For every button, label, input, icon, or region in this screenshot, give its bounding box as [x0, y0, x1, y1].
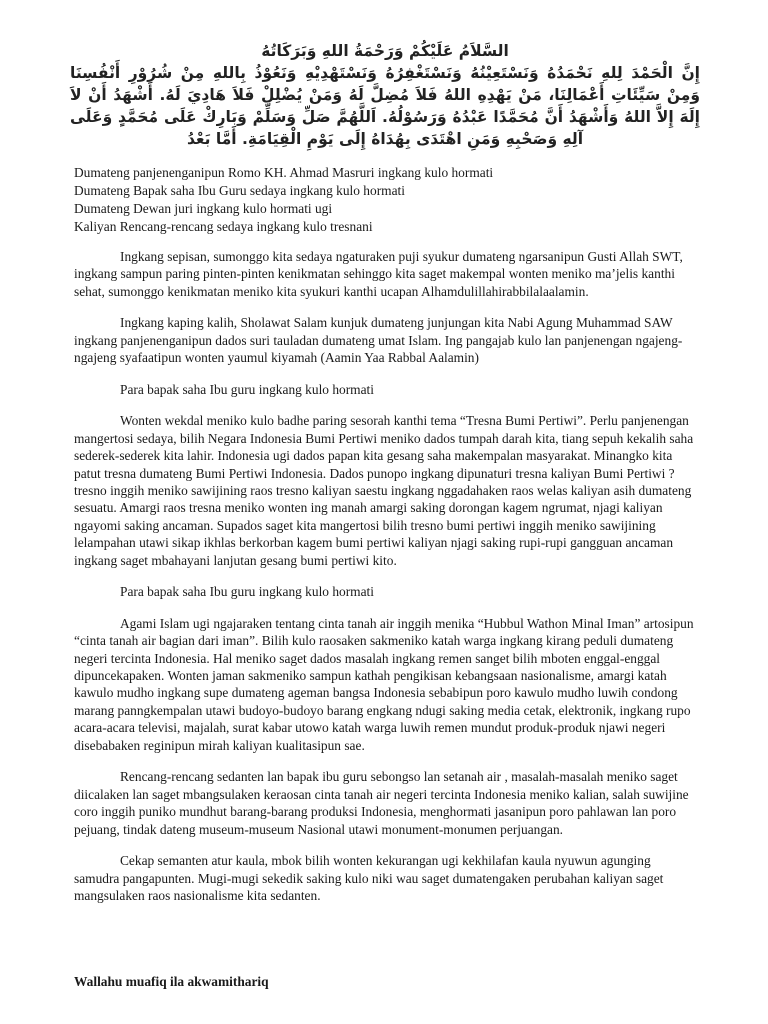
greeting-line: Dumateng Bapak saha Ibu Guru sedaya ingkang kulo hormati — [74, 183, 405, 198]
paragraph: Ingkang kaping kalih, Sholawat Salam kunjuk dumateng junjungan kita Nabi Agung Muhammad SAW ingkang panjenenganipun dados suri tauladan dumateng umat Islam. Ing pangajab kulo lan panjenengan ngajeng-ngajeng syafaatipun wonten yaumul kiyamah (Aamin Yaa Rabbal Aalamin) — [74, 315, 683, 366]
paragraph: Para bapak saha Ibu guru ingkang kulo hormati — [120, 381, 374, 397]
paragraph: Ingkang sepisan, sumonggo kita sedaya ngaturaken puji syukur dumateng ngarsanipun Gusti Allah SWT, ingkang sampun paring pinten-pinten kenikmatan sehinggo kita saget makempal wonten meniko ma’jelis kanthi sehat, sumonggo kenikmatan meniko kita syukuri kanthi ucapan Alhamdulillahirabbilalaalamin. — [74, 249, 683, 299]
paragraph: Wonten wekdal meniko kulo badhe paring sesorah kanthi tema “Tresna Bumi Pertiwi”. Perlu panjenengan mangertosi sedaya, bilih Negara Indonesia Bumi Pertiwi meniko dados tumpah darah kita, tiang sepuh kekalih saha sederek-sederek kita lahir. Indonesia ugi dados papan kita gesang saha makempalan masyarakat. Minangko kita patut tresna dumateng Bumi Pertiwi Indonesia. Dados punopo ingkang dipunaturi tresna kaliyan Bumi Pertiwi ? tresno inggih meniko sawijining raos tresno kaliyan saestu ingkang nggadahaken raos welas kaliyan asih dumateng sesuatu. Amargi raos tresna meniko wonten ing manah amargi saking dorongan kagem ngrumat, njagi kaliyan ngayomi saking ancaman. Supados saget kita mangertosi bilih tresno bumi pertiwi inggih meniko sawijining lelampahan utawi sikap ikhlas berkorban kagem bumi pertiwi kaliyan njagi saking rupi-rupi gangguan ancaman ingkang saget mbahayani lanjutan gesang bumi pertiwi kito. — [74, 413, 694, 568]
greeting-line: Dumateng panjenenganipun Romo KH. Ahmad Masruri ingkang kulo hormati — [74, 165, 494, 180]
arabic-khutbah: إِنَّ الْحَمْدَ لِلهِ نَحْمَدُهُ وَنَسْتَعِيْنُهُ وَنَسْتَغْفِرُهُ وَنَسْتَهْدِيْهِ وَنَعُوْذُ بِاللهِ مِنْ شُرُوْرِ أَنْفُسِنَا وَمِنْ سَيِّئَاتِ أَعْمَالِنَا، مَنْ يَهْدِهِ اللهُ فَلاَ مُضِلَّ لَهُ وَمَنْ يُضْلِلْ فَلاَ هَادِيَ لَهُ. أَشْهَدُ أَنْ لاَ إِلَهَ إِلاَّ اللهُ وَأَشْهَدُ أَنَّ مُحَمَّدًا عَبْدُهُ وَرَسُوْلُهُ. اَللَّهُمَّ صَلِّ وَسَلِّمْ وَبَارِكْ عَلَى مُحَمَّدٍ وَعَلَى آلِهِ وَصَحْبِهِ وَمَنِ اهْتَدَى بِهُدَاهُ إِلَى يَوْمِ الْقِيَامَةِ. أَمَّا بَعْدُ — [70, 64, 700, 148]
paragraph: Agami Islam ugi ngajaraken tentang cinta tanah air inggih menika “Hubbul Wathon Minal Iman” artosipun “cinta tanah air bagian dari iman”. Bilih kulo raosaken sakmeniko katah warga ingkang kirang peduli dumateng negeri tercinta Indonesia. Hal meniko saget dados masalah ingkang remen sanget bilih mboten enggal-enggal dipuncekapaken. Wonten jaman sakmeniko sampun kathah pengikisan kebangsaan nasionalisme, amargi katah kawulo mudho ingkang supe dumateng ageman bangsa Indonesia sebabipun poro kawulo mudho luwih condong marang panngkempalan utawi budoyo-budoyo barang engkang ndugi saking media cetak, elektronik, ingkang rupo acara-acara televisi, majalah, surat kabar utowo katah warga luwih remen mundut produk-produk njawi negeri disebabaken reginipun mirah kaliyan kualitasipun sae. — [74, 615, 694, 753]
greetings-block — [74, 164, 714, 236]
arabic-opening — [70, 40, 700, 150]
arabic-salam: السَّلاَمُ عَلَيْكُمْ وَرَحْمَةُ اللهِ وَبَرَكَاتُهُ — [261, 42, 509, 60]
greeting-line: Kaliyan Rencang-rencang sedaya ingkang kulo tresnani — [74, 219, 373, 234]
closing-line: Wallahu muafiq ila akwamithariq — [74, 974, 269, 989]
paragraph: Cekap semanten atur kaula, mbok bilih wonten kekurangan ugi kekhilafan kaula nyuwun agunging samudra pangapunten. Mugi-mugi sekedik saking kulo niki wau saget dumatengaken perubahan kaliyan saget mangsulaken raos nasionalisme kita sedanten. — [74, 853, 664, 903]
speech-body — [74, 248, 696, 919]
paragraph: Para bapak saha Ibu guru ingkang kulo hormati — [120, 584, 374, 600]
paragraph: Rencang-rencang sedanten lan bapak ibu guru sebongso lan setanah air , masalah-masalah meniko saget diicalaken lan saget mbangsulaken keraosan cinta tanah air negeri tercinta Indonesia meniko kalian, salah suwijine coro inggih puniko mundhut barang-barang produksi Indonesia, menghormati jasanipun poro pahlawan lan poro pejuang, tindak dateng museum-museum Nasional utawi monument-monumen perjuangan. — [74, 769, 689, 837]
greeting-line: Dumateng Dewan juri ingkang kulo hormati ugi — [74, 201, 333, 216]
